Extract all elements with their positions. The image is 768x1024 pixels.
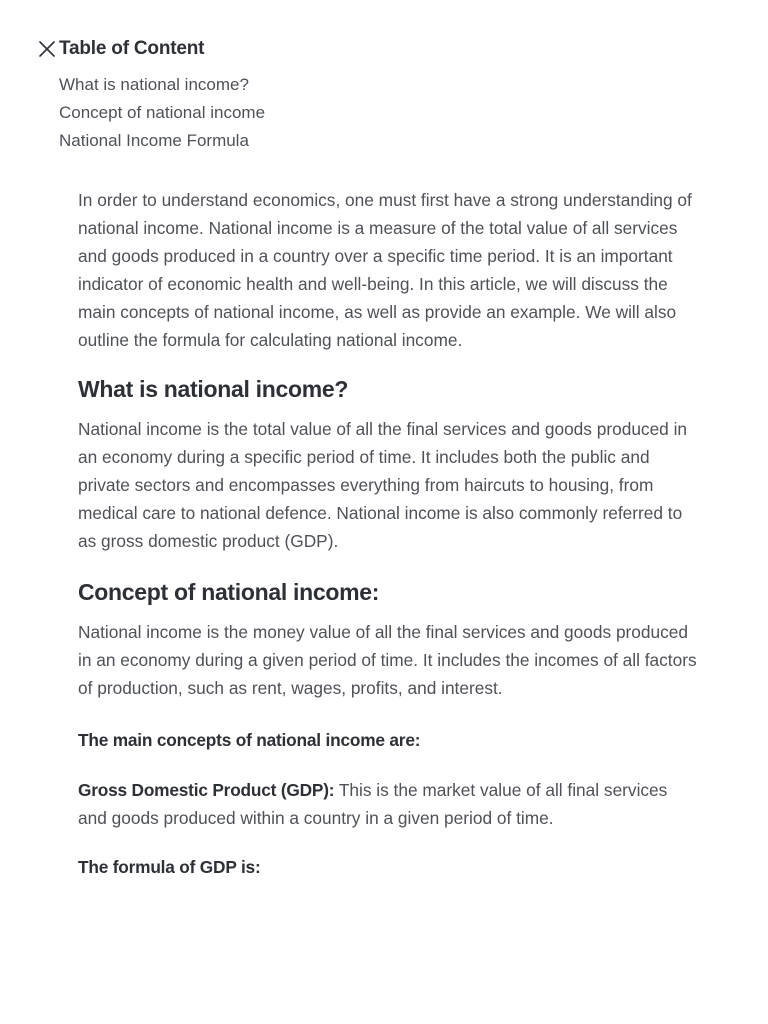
- toc-header: [38, 36, 728, 62]
- toc-title: Table of Content: [59, 38, 205, 59]
- toc-item-what-is-national-income[interactable]: What is national income?: [59, 75, 249, 94]
- toc-item-concept-of-national-income[interactable]: Concept of national income: [59, 103, 266, 122]
- gdp-definition-paragraph: [78, 776, 698, 832]
- section-paragraph-concept-of-national-income: National income is the money value of all the final services and goods produced in an economy during a given period of time. It includes the incomes of all factors of production, such as rent, wages, profits, and interest.: [78, 622, 697, 698]
- toc-item-national-income-formula[interactable]: National Income Formula: [59, 131, 249, 150]
- close-icon[interactable]: [38, 40, 56, 58]
- main-concepts-label: The main concepts of national income are:: [78, 730, 421, 750]
- toc-list: [38, 71, 728, 155]
- intro-paragraph: In order to understand economics, one must first have a strong understanding of national income. National income is a measure of the total value of all services and goods produced in a country over a specific time period. It is an important indicator of economic health and well-being. In this article, we will discuss the main concepts of national income, as well as provide an example. We will also outline the formula for calculating national income.: [78, 190, 692, 350]
- section-heading-what-is-national-income: What is national income?: [78, 376, 349, 402]
- gdp-definition-text: This is the market value of all final services and goods produced within a country in a given period of time.: [78, 780, 668, 828]
- article-body: [78, 186, 698, 881]
- gdp-term: Gross Domestic Product (GDP):: [78, 780, 335, 800]
- section-paragraph-what-is-national-income: National income is the total value of all the final services and goods produced in an economy during a specific period of time. It includes both the public and private sectors and encompasses everything from haircuts to housing, from medical care to national defence. National income is also commonly referred to as gross domestic product (GDP).: [78, 419, 688, 551]
- table-of-contents: [38, 36, 728, 155]
- gdp-formula-label: The formula of GDP is:: [78, 857, 261, 877]
- section-heading-concept-of-national-income: Concept of national income:: [78, 579, 380, 605]
